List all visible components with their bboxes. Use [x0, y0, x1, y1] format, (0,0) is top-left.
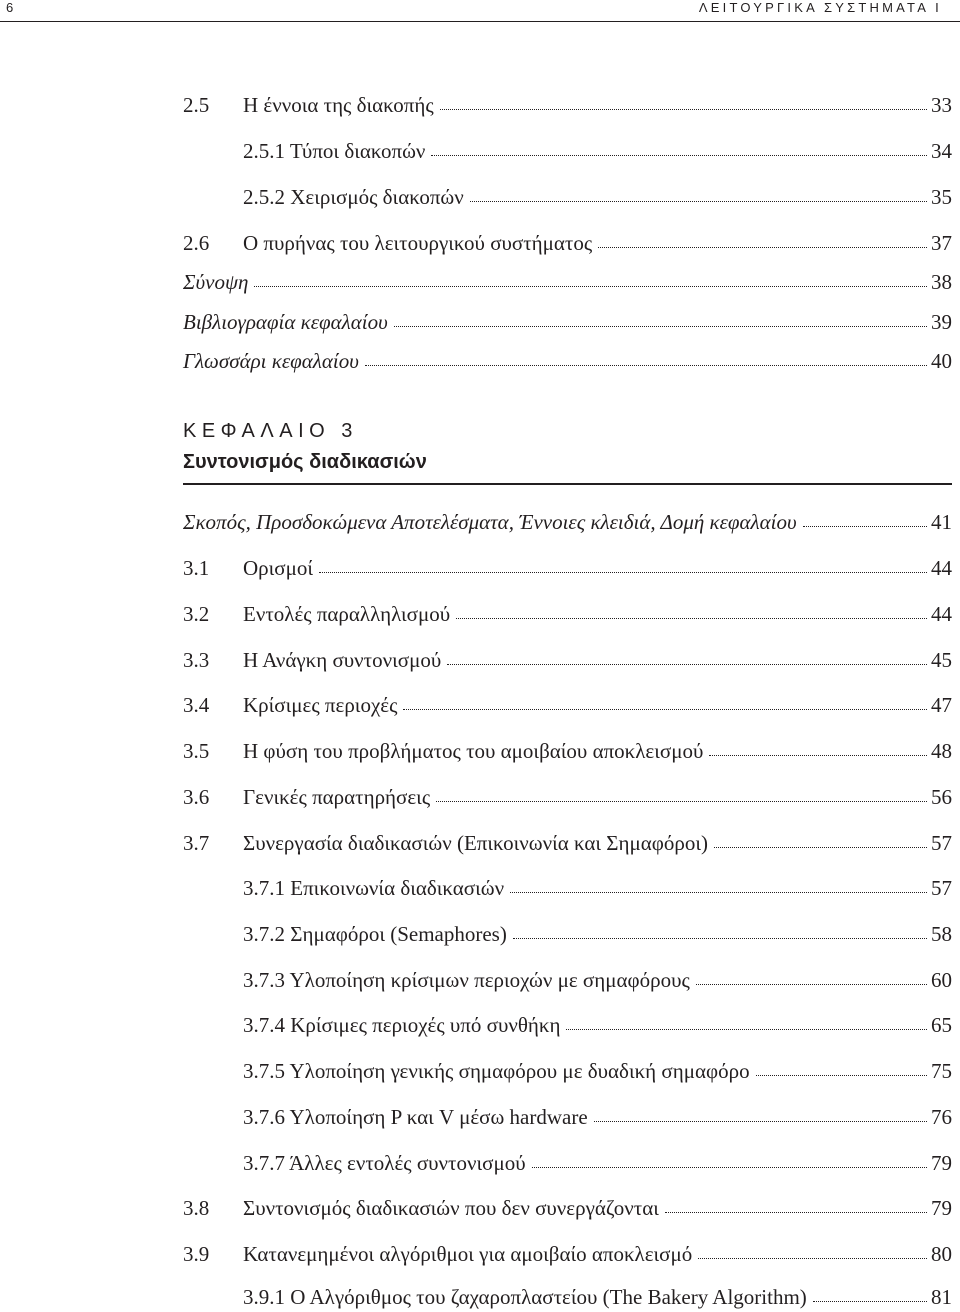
toc-title: Η Ανάγκη συντονισμού	[243, 648, 442, 672]
toc-title: 3.7.1 Επικοινωνία διαδικασιών	[243, 876, 505, 900]
dot-leader	[319, 567, 927, 573]
toc-entry	[0, 507, 960, 537]
toc-title: 3.7.6 Υλοποίηση P και V μέσω hardware	[243, 1105, 588, 1129]
toc-entry	[0, 1010, 960, 1040]
dot-leader	[714, 842, 927, 848]
toc-title: Σκοπός, Προσδοκώμενα Αποτελέσματα, Έννοιες κλειδιά, Δομή κεφαλαίου	[183, 510, 797, 534]
toc-page: 75	[931, 1059, 952, 1083]
toc-entry	[0, 553, 960, 583]
toc-title: 3.7.3 Υλοποίηση κρίσιμων περιοχών με σημαφόρους	[243, 968, 690, 992]
toc-page: 57	[931, 876, 952, 900]
toc-title: Σύνοψη	[183, 270, 249, 294]
toc-number: 3.2	[183, 602, 210, 626]
toc-page: 44	[931, 556, 952, 580]
toc-number: 3.8	[183, 1196, 210, 1220]
dot-leader	[513, 933, 927, 939]
dot-leader	[665, 1207, 927, 1213]
running-title: ΛΕΙΤΟΥΡΓΙΚΑ ΣΥΣΤΗΜΑΤΑ Ι	[698, 0, 942, 15]
toc-number: 3.6	[183, 785, 210, 809]
toc-title: Βιβλιογραφία κεφαλαίου	[183, 310, 388, 334]
dot-leader	[431, 150, 927, 156]
toc-title: 3.7.2 Σημαφόροι (Semaphores)	[243, 922, 507, 946]
header-rule	[0, 21, 960, 22]
dot-leader	[594, 1116, 927, 1122]
toc-entry	[0, 599, 960, 629]
dot-leader	[803, 521, 927, 527]
toc-page: 33	[931, 93, 952, 117]
dot-leader	[403, 704, 927, 710]
toc-page: 56	[931, 785, 952, 809]
page-number: 6	[6, 0, 14, 15]
toc-page: 81	[931, 1285, 952, 1309]
toc-entry	[0, 919, 960, 949]
toc-entry	[0, 736, 960, 766]
toc-page: 39	[931, 310, 952, 334]
toc-number: 3.1	[183, 556, 210, 580]
toc-page: 41	[931, 510, 952, 534]
dot-leader	[254, 281, 927, 287]
toc-page: 79	[931, 1151, 952, 1175]
toc-number: 2.5	[183, 93, 210, 117]
toc-title: Ο πυρήνας του λειτουργικού συστήματος	[243, 231, 593, 255]
page-header	[0, 0, 960, 24]
toc-title: Η φύση του προβλήματος του αμοιβαίου αποκλεισμού	[243, 739, 704, 763]
toc-title: Γενικές παρατηρήσεις	[243, 785, 431, 809]
toc-title: 3.7.4 Κρίσιμες περιοχές υπό συνθήκη	[243, 1013, 561, 1037]
toc-page: 38	[931, 270, 952, 294]
toc-entry	[0, 965, 960, 995]
toc-number: 3.4	[183, 693, 210, 717]
dot-leader	[709, 750, 927, 756]
toc-entry	[0, 1239, 960, 1269]
toc-title: 3.7.7 Άλλες εντολές συντονισμού	[243, 1151, 526, 1175]
dot-leader	[566, 1024, 927, 1030]
toc-number: 2.6	[183, 231, 210, 255]
dot-leader	[365, 360, 927, 366]
dot-leader	[698, 1253, 927, 1259]
toc-page: 58	[931, 922, 952, 946]
toc-number: 3.5	[183, 739, 210, 763]
toc-page: 47	[931, 693, 952, 717]
dot-leader	[598, 242, 927, 248]
toc-title: Συντονισμός διαδικασιών που δεν συνεργάζονται	[243, 1196, 659, 1220]
toc-entry	[0, 873, 960, 903]
toc-entry	[0, 182, 960, 212]
toc-entry	[0, 645, 960, 675]
toc-title: 2.5.1 Τύποι διακοπών	[243, 139, 426, 163]
toc-page: 45	[931, 648, 952, 672]
toc-page: 57	[931, 831, 952, 855]
dot-leader	[532, 1162, 927, 1168]
toc-page: 76	[931, 1105, 952, 1129]
dot-leader	[440, 104, 927, 110]
dot-leader	[756, 1070, 927, 1076]
toc-title: 2.5.2 Χειρισμός διακοπών	[243, 185, 464, 209]
chapter-rule	[183, 483, 952, 485]
toc-page: 65	[931, 1013, 952, 1037]
toc-title: Συνεργασία διαδικασιών (Επικοινωνία και Σημαφόροι)	[243, 831, 709, 855]
toc-entry	[0, 782, 960, 812]
dot-leader	[470, 196, 927, 202]
toc-entry	[0, 90, 960, 120]
toc-page: 44	[931, 602, 952, 626]
toc-entry	[0, 1282, 960, 1312]
dot-leader	[456, 613, 927, 619]
dot-leader	[696, 979, 927, 985]
toc-title: 3.7.5 Υλοποίηση γενικής σημαφόρου με δυαδική σημαφόρο	[243, 1059, 750, 1083]
toc-entry	[0, 307, 960, 337]
toc-title: Κρίσιμες περιοχές	[243, 693, 398, 717]
toc-entry	[0, 228, 960, 258]
dot-leader	[436, 796, 927, 802]
toc-entry	[0, 1193, 960, 1223]
dot-leader	[394, 321, 927, 327]
toc-entry	[0, 346, 960, 376]
toc-page: 60	[931, 968, 952, 992]
dot-leader	[813, 1296, 927, 1302]
toc-number: 3.9	[183, 1242, 210, 1266]
toc-page: 79	[931, 1196, 952, 1220]
toc-title: Η έννοια της διακοπής	[243, 93, 434, 117]
toc-number: 3.7	[183, 831, 210, 855]
toc-entry	[0, 690, 960, 720]
toc-entry	[0, 136, 960, 166]
toc-page: 80	[931, 1242, 952, 1266]
toc-entry	[0, 1148, 960, 1178]
toc-number: 3.3	[183, 648, 210, 672]
toc-title: Ορισμοί	[243, 556, 314, 580]
toc-entry	[0, 1056, 960, 1086]
toc-entry	[0, 828, 960, 858]
chapter-label: ΚΕΦΑΛΑΙΟ 3	[183, 420, 358, 442]
toc-title: Εντολές παραλληλισμού	[243, 602, 451, 626]
toc-title: Κατανεμημένοι αλγόριθμοι για αμοιβαίο αποκλεισμό	[243, 1242, 693, 1266]
dot-leader	[447, 659, 927, 665]
toc-page: 48	[931, 739, 952, 763]
toc-entry	[0, 1102, 960, 1132]
toc-page: 35	[931, 185, 952, 209]
toc-entry	[0, 267, 960, 297]
toc-page: 34	[931, 139, 952, 163]
toc-title: 3.9.1 Ο Αλγόριθμος του ζαχαροπλαστείου (The Bakery Algorithm)	[243, 1285, 807, 1309]
toc-title: Γλωσσάρι κεφαλαίου	[183, 349, 359, 373]
chapter-title: Συντονισμός διαδικασιών	[183, 451, 427, 473]
dot-leader	[510, 887, 927, 893]
toc-page: 37	[931, 231, 952, 255]
toc-page: 40	[931, 349, 952, 373]
